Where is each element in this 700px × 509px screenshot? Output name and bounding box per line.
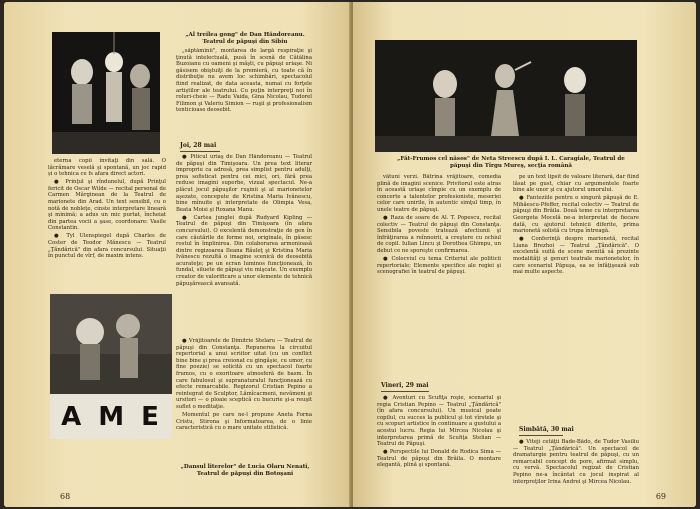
- paragraph: vătuni verzi. Bătrîna vrăjitoare, comedia plină de imagini scenice. Privitorul este atras în această uriaşe cîmpie cu un exemplu de concerte a talentelor profesioniste, meseriei celor care unirile, în autentic simţul timp, în unele teatre de păpuşi.: [377, 174, 501, 213]
- paragraph: ● Raza de soare de Al. T. Popescu, recital colectiv — Teatrul de păpuşi din Constanţa. Sensibila poveste tratează afectiunii şi înfrăţirarea a reînnoirii, a creştere cu ochiul de copil. Iulian Lincu şi Dorothea Ghimpu, un debut ce ne sporeşte confirmarea.: [377, 214, 501, 254]
- page-number-left: 68: [60, 492, 71, 501]
- paragraph: ● Perspectile lui Donald de Rodica Sima — Teatrul de păpuşi din Brăila. O montare elegantă, plină şi spontană.: [377, 449, 501, 469]
- paragraph: ● Piticul uriaş de Dan Hăndoreanu — Teatrul de păpuşi din Timişoara. Un prea text literar impropriu ca adresă, prea simplist pentru adulţi, prea sofisticat pentru cei mici, ori, fără prea reduse imagini superbe, vizual spectacul. Ne-a plăcut jocul păpuşilor ruşinii şi al marionetelor aşezate, concepute de Kristina Maria Ivănescu, bine mînuite şi interpretate de Olimpia Vesa, Beata Moisi şi Roxana Manu.: [176, 154, 312, 213]
- photo-fat-frumos: [375, 40, 637, 152]
- text-column-a-top: [176, 48, 312, 138]
- text-column-b2: [176, 338, 312, 460]
- paragraph: eterna copii invitaţi din sală. O lăcrămare veselă şi spontană, un joc rapid și o tehnica ce fs afara direct actori.: [48, 158, 166, 178]
- paragraph: ● Aventuri cu Scufiţa roşie, scenariul şi regia Cristian Pepino — Teatrul „Ţăndărică" (în afara concursului). Un musical poate copilul, cu succes la publicul şi tot vîrstele şi cu scopuri artistice în continuare a gustului a acestui lucru. Regia lui Mircea Nicolau şi interpretarea primă de Scufiţa Stelian — Teatrul de Păpuşi.: [377, 395, 501, 448]
- date-heading-29-mai: Vineri, 29 mai: [381, 382, 429, 389]
- puppets-figure-image: [52, 32, 160, 154]
- text-column-b: [48, 158, 166, 284]
- photo-dansul-literelor: [50, 294, 172, 439]
- photo-puppets-top-left: [52, 32, 160, 154]
- caption-bottom-left: „Dansul literelor" de Lucia Olaru Nenati, Teatrul de păpuşi din Botoşani: [180, 464, 310, 477]
- page-number-right: 69: [655, 492, 666, 501]
- paragraph: ● Tyl Ulenspiegel după Charles de Coster de Teodor Mănescu — Teatrul „Ţăndărică" din afara concursului. Situaţii în punctul de vîrf, de maxim intens.: [48, 233, 166, 260]
- text-column-a-items: [176, 154, 312, 334]
- left-page: [4, 2, 351, 507]
- text-column-c2: [377, 395, 501, 491]
- book-spread: [4, 2, 696, 507]
- date-heading-30-mai: Simbătă, 30 mai: [519, 426, 574, 433]
- text-column-c: [377, 174, 501, 380]
- caption-top-right: „Făt-Frumos cel năsos" de Neta Streescu după I. L. Caragiale, Teatrul de păpuşi din Tîrgu Mureş, secţia română: [397, 156, 625, 169]
- text-column-d2: [513, 439, 639, 491]
- paragraph: ● Colocviul cu tema Criteriul ale politicii repertoriale; Elemente specifice ale regiei şi scenografiei în teatrul de păpuşi.: [377, 255, 501, 276]
- paragraph: ● Viteji cetăţii Bade-Bădo, de Tudor Vasiliu — Teatrul „Ţăndărică". Un spectacol de dramaturgie pentru teatrul de păpuşi, cu un remarcabil concept de pore, afirmat simplu, cu vervă. Spectacolul regizat de Cristian Pepino ne-a încântat cu jocul inspirat al interpreţilor Irina Andrei şi Mircea Nicolau.: [513, 439, 639, 485]
- right-page: [353, 2, 696, 507]
- caption-top-left: „Al treilea gong" de Dan Hăndoreanu. Teatrul de păpuşi din Sibiu: [185, 32, 305, 45]
- paragraph: ● Prinţul şi rîndunelul, după Prinţul fericit de Oscar Wilde — recital personal de Carmen Mărginean de la Teatrul de marionete din Arad. Un text sensibil, cu o notă de nobleţe, cinste interpretare lineară şi minimă; a adus un mic purtat, încheiat din partea vocii a şase, coordonare: Vasile Constantin.: [48, 179, 166, 232]
- paragraph: pe un text lipsit de valoare literară, dar fiind lăsat pe gust, chiar cu argumentele foarte bine ale unor şi cu ajutorul umorului.: [513, 174, 639, 194]
- date-heading-28-mai: Joi, 28 mai: [180, 142, 217, 149]
- paragraph: Momentul pe care ne-l propune Aneta Forna Cristu, Stirona şi Informatoarea, de o linie caracteristică cu o mare unitate stilistică.: [176, 411, 312, 432]
- paragraph: ● Conferinţă despre marionetă, recital Liana Brezhoi — Teatrul „Ţăndărică". O excelentă suită de scene menită să prezinte modalităţi şi genuri teatrale marionetelor, în care scenariul Păpuşa, ea se înfăţişează sub mai multe aspecte.: [513, 236, 639, 276]
- fat-frumos-stage-image: [375, 40, 637, 152]
- paragraph: ● Cartea junglei după Rudyard Kipling — Teatrul de păpuşi din Timişoara (în afara concursului). O excelentă demonstraţie de gen în care căutările de forme noi, originale, în găsesc rostul în împlinirea. Din colaborarea armonioasă dintre regizoarea Ileana Răuleţ şi Kristina Maria Ivănescu rezultă o imagine scenică de deosebită acurateţe; pe un ecran luminos funcţionează, în fundal, siluete de păpuşi viu mişcate. Un exemplu creator de valorificare a unor elemente de tehnică păpuşărească avansată.: [176, 214, 312, 287]
- date-rule: [519, 435, 563, 436]
- paragraph: ● Vrăjitoarele de Dimitrie Stelaru — Teatrul de păpuşi din Constanţa. Repunerea la circuitul repertorial a unui scriitor uitat (cu un conflict bine bine şi prea creionat cu gingăşie, cu umor, cu fine poezie) se solicită cu un spectacol foarte frumos, cu o exoritoare atmosferă de basm. În care fabulosul şi supranaturalul funcţionează cu efecte remarcabile. Regizorul Cristian Pepino a reintegrat de Sculptor, Lămîcacmeni, nevămeni şi ursitori — o ploaie sceptică cu bucurie şi-a reuşit suflet o meditaţie.: [176, 338, 312, 410]
- photo-letters-text: A M E: [61, 402, 163, 432]
- date-rule: [180, 151, 220, 152]
- paragraph: „săptămînii", montarea de largă respiraţie şi ţinută intelectuală, pusă în scenă de Cătălina Buzoianu cu oameni şi măşti, cu păpuşi uriaşe. Ni găsisem obiştuiţi de la premieră, cu toate că în distribuţie nu avem loc schimbări, spectacolul fiind realizat, de data aceasta, numai cu forţele artiştilor ale teatrului. Cu puţin interpreţi noi în roluri-cheie — Radu Vaida, Gina Nicolau, Tudorel Filimon şi Valeriu Simion — ruşii şi profesionalism tenticioase deosebit.: [176, 48, 312, 114]
- date-rule: [381, 391, 429, 392]
- paragraph: ● Fanteziile pentru o singură păpuşă de E. Mihăescu-Pfeffer, recital colectiv — Teatrul de păpuşi din Brăila. Două teme cu interpretarea Georgeta Mocelă ne-a interpretat de fiecare dată, cu ajutorul tehnicii diferite, prima marionetă solistă cu trupa întreagă.: [513, 195, 639, 235]
- text-column-d: [513, 174, 639, 424]
